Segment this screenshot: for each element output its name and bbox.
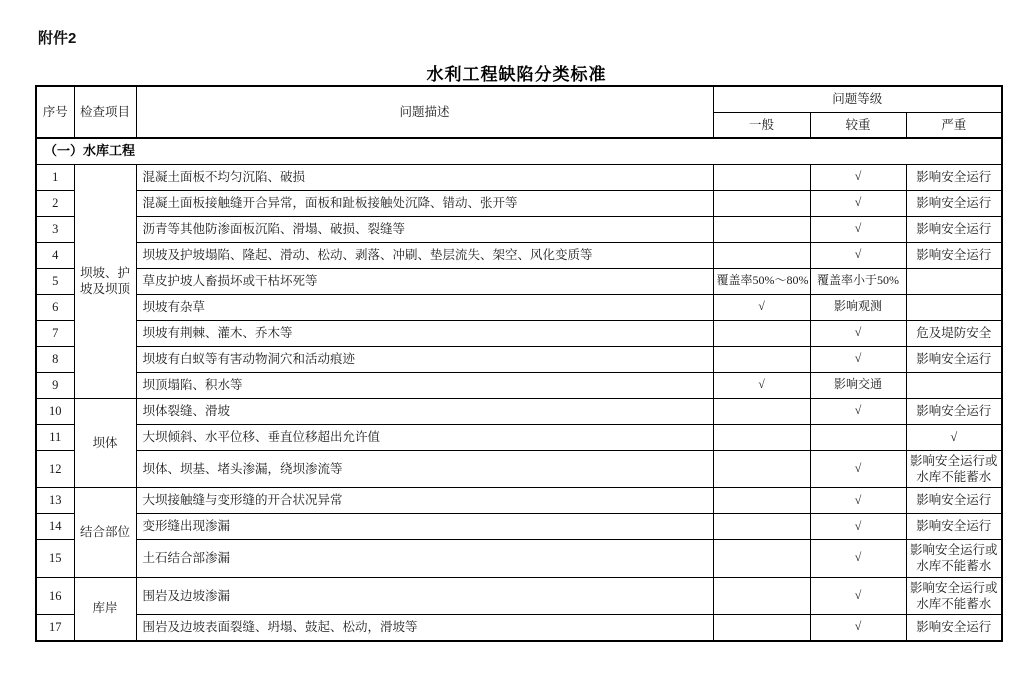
- row-number-cell: 3: [36, 216, 74, 242]
- header-level-group: 问题等级: [713, 86, 1002, 112]
- level-moderate-cell: √: [810, 216, 906, 242]
- level-moderate-cell: √: [810, 398, 906, 424]
- table-row: [36, 424, 1002, 450]
- header-seq: 序号: [36, 86, 74, 138]
- table-row: [36, 540, 1002, 578]
- level-general-cell: [713, 346, 810, 372]
- description-cell: 大坝倾斜、水平位移、垂直位移超出允许值: [136, 424, 713, 450]
- level-general-cell: 覆盖率50%～80%: [713, 268, 810, 294]
- page-title: 水利工程缺陷分类标准: [426, 65, 607, 84]
- row-number-cell: 15: [36, 540, 74, 578]
- table-row: [36, 216, 1002, 242]
- table-row: [36, 488, 1002, 514]
- description-cell: 坝坡有白蚁等有害动物洞穴和活动痕迹: [136, 346, 713, 372]
- table-body: [36, 138, 1002, 641]
- header-description: 问题描述: [136, 86, 713, 138]
- row-number-cell: 5: [36, 268, 74, 294]
- description-cell: 大坝接触缝与变形缝的开合状况异常: [136, 488, 713, 514]
- level-severe-cell: 影响安全运行: [906, 615, 1002, 641]
- level-moderate-cell: √: [810, 242, 906, 268]
- table-row: [36, 164, 1002, 190]
- level-severe-cell: 影响安全运行或水库不能蓄水: [906, 577, 1002, 615]
- section-title: （一）水库工程: [36, 138, 1002, 164]
- level-general-cell: [713, 242, 810, 268]
- row-number-cell: 4: [36, 242, 74, 268]
- header-level-severe: 严重: [906, 112, 1002, 138]
- row-number-cell: 12: [36, 450, 74, 488]
- level-moderate-cell: √: [810, 488, 906, 514]
- description-cell: 坝坡有杂草: [136, 294, 713, 320]
- row-number-cell: 17: [36, 615, 74, 641]
- attachment-label: 附件2: [38, 30, 77, 47]
- level-moderate-cell: √: [810, 514, 906, 540]
- description-cell: 围岩及边坡表面裂缝、坍塌、鼓起、松动，滑坡等: [136, 615, 713, 641]
- level-moderate-cell: 影响交通: [810, 372, 906, 398]
- level-general-cell: [713, 450, 810, 488]
- level-moderate-cell: √: [810, 320, 906, 346]
- description-cell: 坝体裂缝、滑坡: [136, 398, 713, 424]
- table-row: [36, 242, 1002, 268]
- row-number-cell: 2: [36, 190, 74, 216]
- level-moderate-cell: [810, 424, 906, 450]
- section-row: [36, 138, 1002, 164]
- level-general-cell: [713, 615, 810, 641]
- header-row-1: [36, 86, 1002, 112]
- level-severe-cell: 影响安全运行: [906, 398, 1002, 424]
- level-severe-cell: 影响安全运行: [906, 216, 1002, 242]
- row-number-cell: 14: [36, 514, 74, 540]
- table-row: [36, 320, 1002, 346]
- level-general-cell: [713, 424, 810, 450]
- description-cell: 坝体、坝基、堵头渗漏，绕坝渗流等: [136, 450, 713, 488]
- level-general-cell: [713, 577, 810, 615]
- level-severe-cell: 影响安全运行或水库不能蓄水: [906, 540, 1002, 578]
- level-severe-cell: 影响安全运行或水库不能蓄水: [906, 450, 1002, 488]
- row-number-cell: 8: [36, 346, 74, 372]
- description-cell: 变形缝出现渗漏: [136, 514, 713, 540]
- level-severe-cell: [906, 268, 1002, 294]
- level-general-cell: [713, 540, 810, 578]
- level-severe-cell: 影响安全运行: [906, 190, 1002, 216]
- table-row: [36, 346, 1002, 372]
- row-number-cell: 9: [36, 372, 74, 398]
- row-number-cell: 7: [36, 320, 74, 346]
- level-general-cell: [713, 190, 810, 216]
- table-row: [36, 398, 1002, 424]
- level-moderate-cell: √: [810, 164, 906, 190]
- row-number-cell: 11: [36, 424, 74, 450]
- level-general-cell: √: [713, 372, 810, 398]
- level-moderate-cell: √: [810, 615, 906, 641]
- category-cell: 结合部位: [74, 488, 136, 578]
- table-row: [36, 514, 1002, 540]
- level-general-cell: [713, 320, 810, 346]
- level-general-cell: [713, 398, 810, 424]
- level-general-cell: [713, 488, 810, 514]
- defect-table: [35, 85, 1003, 642]
- level-general-cell: √: [713, 294, 810, 320]
- category-cell: 库岸: [74, 577, 136, 641]
- level-severe-cell: 影响安全运行: [906, 488, 1002, 514]
- table-row: [36, 268, 1002, 294]
- header-item: 检查项目: [74, 86, 136, 138]
- description-cell: 坝顶塌陷、积水等: [136, 372, 713, 398]
- table-header: [36, 86, 1002, 138]
- description-cell: 混凝土面板接触缝开合异常，面板和趾板接触处沉降、错动、张开等: [136, 190, 713, 216]
- level-moderate-cell: √: [810, 577, 906, 615]
- level-moderate-cell: √: [810, 540, 906, 578]
- level-severe-cell: 影响安全运行: [906, 346, 1002, 372]
- description-cell: 坝坡有荆棘、灌木、乔木等: [136, 320, 713, 346]
- level-general-cell: [713, 164, 810, 190]
- level-severe-cell: 危及堤防安全: [906, 320, 1002, 346]
- table-row: [36, 190, 1002, 216]
- row-number-cell: 13: [36, 488, 74, 514]
- level-moderate-cell: √: [810, 346, 906, 372]
- header-level-general: 一般: [713, 112, 810, 138]
- level-moderate-cell: √: [810, 450, 906, 488]
- level-severe-cell: 影响安全运行: [906, 164, 1002, 190]
- row-number-cell: 10: [36, 398, 74, 424]
- table-row: [36, 615, 1002, 641]
- table-row: [36, 577, 1002, 615]
- row-number-cell: 1: [36, 164, 74, 190]
- description-cell: 围岩及边坡渗漏: [136, 577, 713, 615]
- category-cell: 坝体: [74, 398, 136, 488]
- description-cell: 沥青等其他防渗面板沉陷、滑塌、破损、裂缝等: [136, 216, 713, 242]
- table-row: [36, 294, 1002, 320]
- description-cell: 坝坡及护坡塌陷、隆起、滑动、松动、剥落、冲刷、垫层流失、架空、风化变质等: [136, 242, 713, 268]
- level-general-cell: [713, 216, 810, 242]
- level-severe-cell: [906, 294, 1002, 320]
- category-cell: 坝坡、护坡及坝顶: [74, 164, 136, 398]
- level-moderate-cell: 影响观测: [810, 294, 906, 320]
- level-severe-cell: 影响安全运行: [906, 514, 1002, 540]
- level-moderate-cell: √: [810, 190, 906, 216]
- level-severe-cell: [906, 372, 1002, 398]
- level-severe-cell: √: [906, 424, 1002, 450]
- description-cell: 混凝土面板不均匀沉陷、破损: [136, 164, 713, 190]
- level-moderate-cell: 覆盖率小于50%: [810, 268, 906, 294]
- description-cell: 土石结合部渗漏: [136, 540, 713, 578]
- level-severe-cell: 影响安全运行: [906, 242, 1002, 268]
- table-row: [36, 450, 1002, 488]
- level-general-cell: [713, 514, 810, 540]
- row-number-cell: 16: [36, 577, 74, 615]
- description-cell: 草皮护坡人畜损坏或干枯坏死等: [136, 268, 713, 294]
- row-number-cell: 6: [36, 294, 74, 320]
- header-level-moderate: 较重: [810, 112, 906, 138]
- table-row: [36, 372, 1002, 398]
